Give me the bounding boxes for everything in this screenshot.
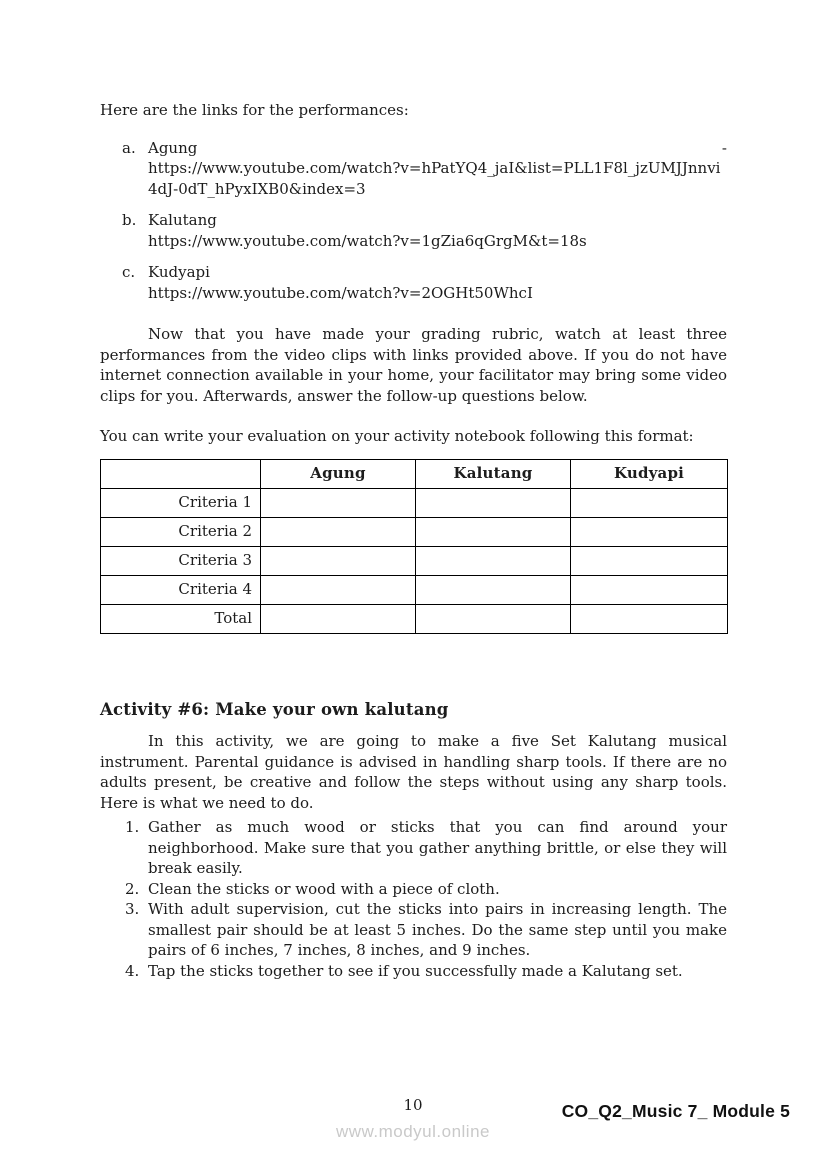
table-row <box>101 488 728 517</box>
activity-title: Activity #6: Make your own kalutang <box>100 699 449 719</box>
row-label-total: Total <box>101 604 261 633</box>
step-marker: 1. <box>125 818 140 836</box>
justification-dash: - <box>721 138 727 157</box>
performance-links-list <box>100 138 727 304</box>
step-marker: 3. <box>125 900 140 918</box>
step-item-1 <box>100 817 727 879</box>
table-cell-empty <box>416 517 571 546</box>
table-row <box>101 575 728 604</box>
module-code: CO_Q2_Music 7_ Module 5 <box>561 1101 790 1121</box>
evaluation-table <box>100 459 728 634</box>
table-header-agung: Agung <box>261 459 416 488</box>
table-cell-empty <box>416 604 571 633</box>
activity-steps-list <box>100 817 727 981</box>
table-cell-empty <box>571 546 728 575</box>
table-cell-empty <box>261 546 416 575</box>
list-item-kudyapi <box>100 262 727 303</box>
list-item-kalutang <box>100 210 727 251</box>
kudyapi-video-url[interactable]: https://www.youtube.com/watch?v=2OGHt50WhcI <box>148 283 533 302</box>
watermark-url: www.modyul.online <box>335 1122 490 1141</box>
table-row <box>101 604 728 633</box>
list-item-body <box>148 138 727 200</box>
step-text: Clean the sticks or wood with a piece of cloth. <box>148 879 500 898</box>
table-header-kalutang: Kalutang <box>416 459 571 488</box>
page-number: 10 <box>403 1096 423 1114</box>
table-cell-empty <box>261 488 416 517</box>
table-row <box>101 517 728 546</box>
list-item-agung <box>100 138 727 200</box>
step-text: With adult supervision, cut the sticks into pairs in increasing length. The smallest pair should be at least 5 inches. Do the same step until you make pairs of 6 inches, 7 inches, 8 inches, and 9 inches. <box>148 900 727 959</box>
list-marker: c. <box>122 263 136 281</box>
agung-video-url[interactable]: https://www.youtube.com/watch?v=hPatYQ4_jaI&list=PLL1F8l_jzUMJJnnvi4dJ-0dT_hPyxIXB0&index=3 <box>148 159 721 198</box>
list-marker: a. <box>122 138 136 157</box>
kalutang-video-url[interactable]: https://www.youtube.com/watch?v=1gZia6qGrgM&t=18s <box>148 231 587 250</box>
table-row <box>101 546 728 575</box>
link-name-line <box>148 138 727 159</box>
step-text: Tap the sticks together to see if you successfully made a Kalutang set. <box>148 961 683 980</box>
row-label-criteria-3: Criteria 3 <box>101 546 261 575</box>
table-cell-empty <box>261 604 416 633</box>
table-cell-empty <box>261 517 416 546</box>
list-marker: b. <box>122 211 137 229</box>
step-item-3 <box>100 899 727 961</box>
table-header-row <box>101 459 728 488</box>
step-marker: 2. <box>125 879 140 898</box>
activity-intro-paragraph: In this activity, we are going to make a five Set Kalutang musical instrument. Parental guidance is advised in handling sharp tools. If there are no adults present, be creative and follow the steps without using any sharp tools. Here is what we need to do. <box>100 732 727 812</box>
row-label-criteria-1: Criteria 1 <box>101 488 261 517</box>
page-content <box>100 0 727 981</box>
table-header-empty <box>101 459 261 488</box>
row-label-criteria-4: Criteria 4 <box>101 575 261 604</box>
step-marker: 4. <box>125 961 140 980</box>
performance-name: Kalutang <box>148 211 217 229</box>
row-label-criteria-2: Criteria 2 <box>101 517 261 546</box>
performance-name: Kudyapi <box>148 263 210 281</box>
step-text: Gather as much wood or sticks that you can find around your neighborhood. Make sure that you gather anything brittle, or else they will break easily. <box>148 818 727 877</box>
table-cell-empty <box>416 546 571 575</box>
list-item-body <box>148 210 727 251</box>
table-cell-empty <box>261 575 416 604</box>
step-item-2 <box>100 879 727 900</box>
performance-name: Agung <box>148 138 198 157</box>
table-cell-empty <box>571 604 728 633</box>
table-cell-empty <box>571 575 728 604</box>
table-cell-empty <box>416 575 571 604</box>
step-item-4 <box>100 961 727 982</box>
list-item-body <box>148 262 727 303</box>
format-note: You can write your evaluation on your activity notebook following this format: <box>100 427 694 445</box>
table-cell-empty <box>416 488 571 517</box>
table-cell-empty <box>571 517 728 546</box>
instructions-paragraph: Now that you have made your grading rubric, watch at least three performances from the video clips with links provided above. If you do not have internet connection available in your home, your facilitator may bring some video clips for you. Afterwards, answer the follow-up questions below. <box>100 325 727 405</box>
links-heading: Here are the links for the performances: <box>100 101 409 119</box>
table-cell-empty <box>571 488 728 517</box>
table-header-kudyapi: Kudyapi <box>571 459 728 488</box>
